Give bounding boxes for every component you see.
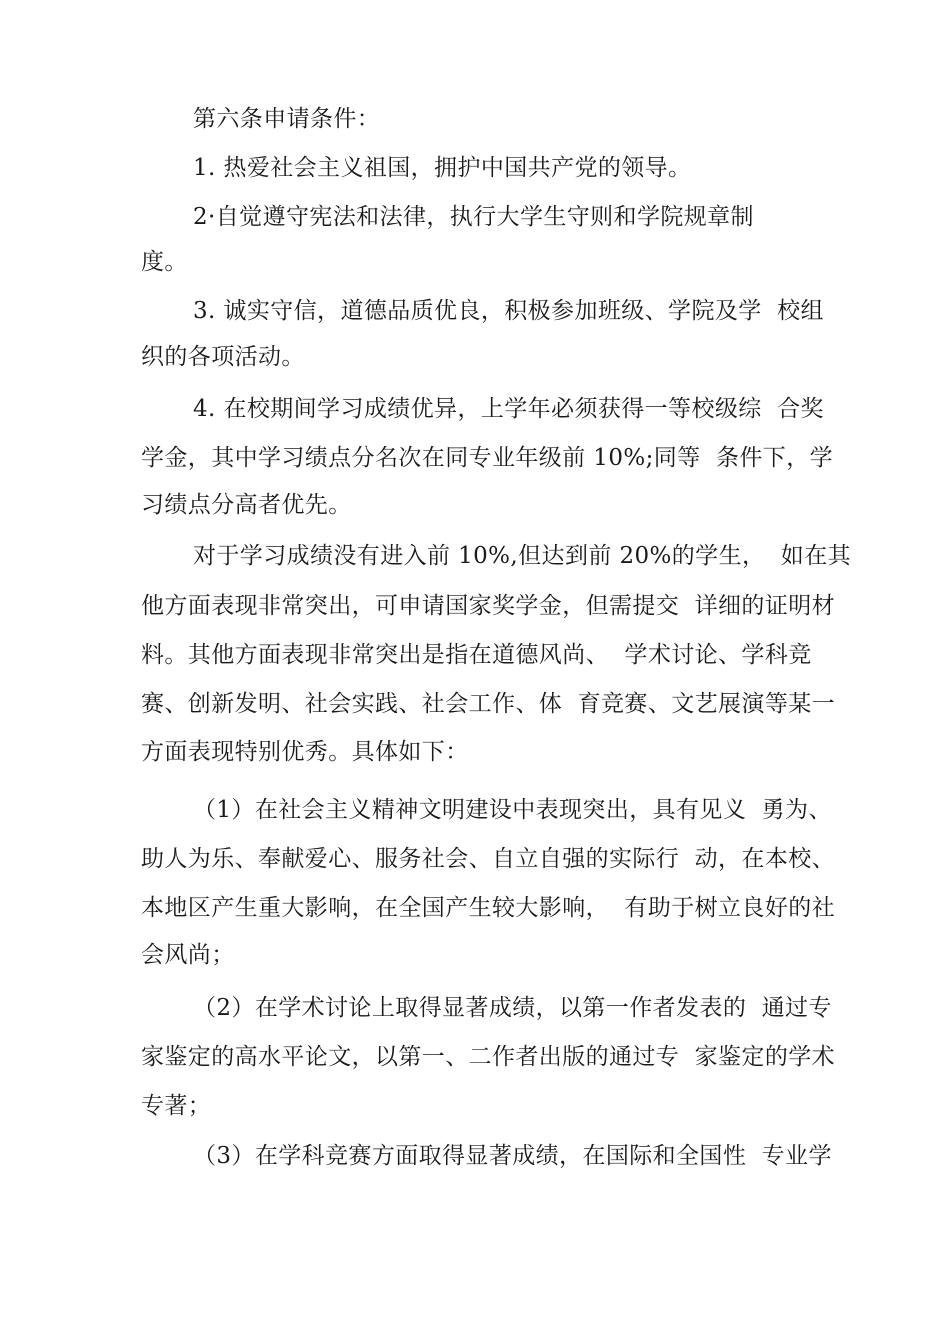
text-line: （3）在学科竞赛方面取得显著成绩，在国际和全国性 专业学 xyxy=(193,1143,832,1169)
text-line: 专著； xyxy=(141,1093,212,1119)
text-line: 度。 xyxy=(141,249,188,275)
text-line: 织的各项活动。 xyxy=(141,344,305,370)
text-line: （1）在社会主义精神文明建设中表现突出，具有见义 勇为、 xyxy=(193,797,832,823)
text-line: 助人为乐、奉献爱心、服务社会、自立自强的实际行 动，在本校、 xyxy=(141,846,836,872)
text-line: 对于学习成绩没有进入前 10%,但达到前 20%的学生， 如在其 xyxy=(193,543,851,569)
text-line: 1. 热爱社会主义祖国，拥护中国共产党的领导。 xyxy=(193,155,692,181)
text-line: 方面表现特别优秀。具体如下： xyxy=(141,739,469,765)
text-line: 赛、创新发明、社会实践、社会工作、体 育竞赛、文艺展演等某一 xyxy=(141,691,836,717)
text-line: 他方面表现非常突出，可申请国家奖学金，但需提交 详细的证明材 xyxy=(141,593,836,619)
text-line: 4. 在校期间学习成绩优异，上学年必须获得一等校级综 合奖 xyxy=(193,396,824,422)
text-line: 料。其他方面表现非常突出是指在道德风尚、 学术讨论、学科竞 xyxy=(141,642,812,668)
text-line: 3. 诚实守信，道德品质优良，积极参加班级、学院及学 校组 xyxy=(193,298,824,324)
text-line: 本地区产生重大影响，在全国产生较大影响， 有助于树立良好的社 xyxy=(141,895,836,921)
text-line: （2）在学术讨论上取得显著成绩，以第一作者发表的 通过专 xyxy=(193,995,832,1021)
text-line: 习绩点分高者优先。 xyxy=(141,492,352,518)
text-line: 家鉴定的高水平论文，以第一、二作者出版的通过专 家鉴定的学术 xyxy=(141,1044,836,1070)
text-line: 第六条申请条件： xyxy=(193,106,381,132)
text-line: 会风尚； xyxy=(141,942,235,968)
text-line: 2·自觉遵守宪法和法律，执行大学生守则和学院规章制 xyxy=(193,204,754,230)
text-line: 学金，其中学习绩点分名次在同专业年级前 10%;同等 条件下，学 xyxy=(141,445,834,471)
